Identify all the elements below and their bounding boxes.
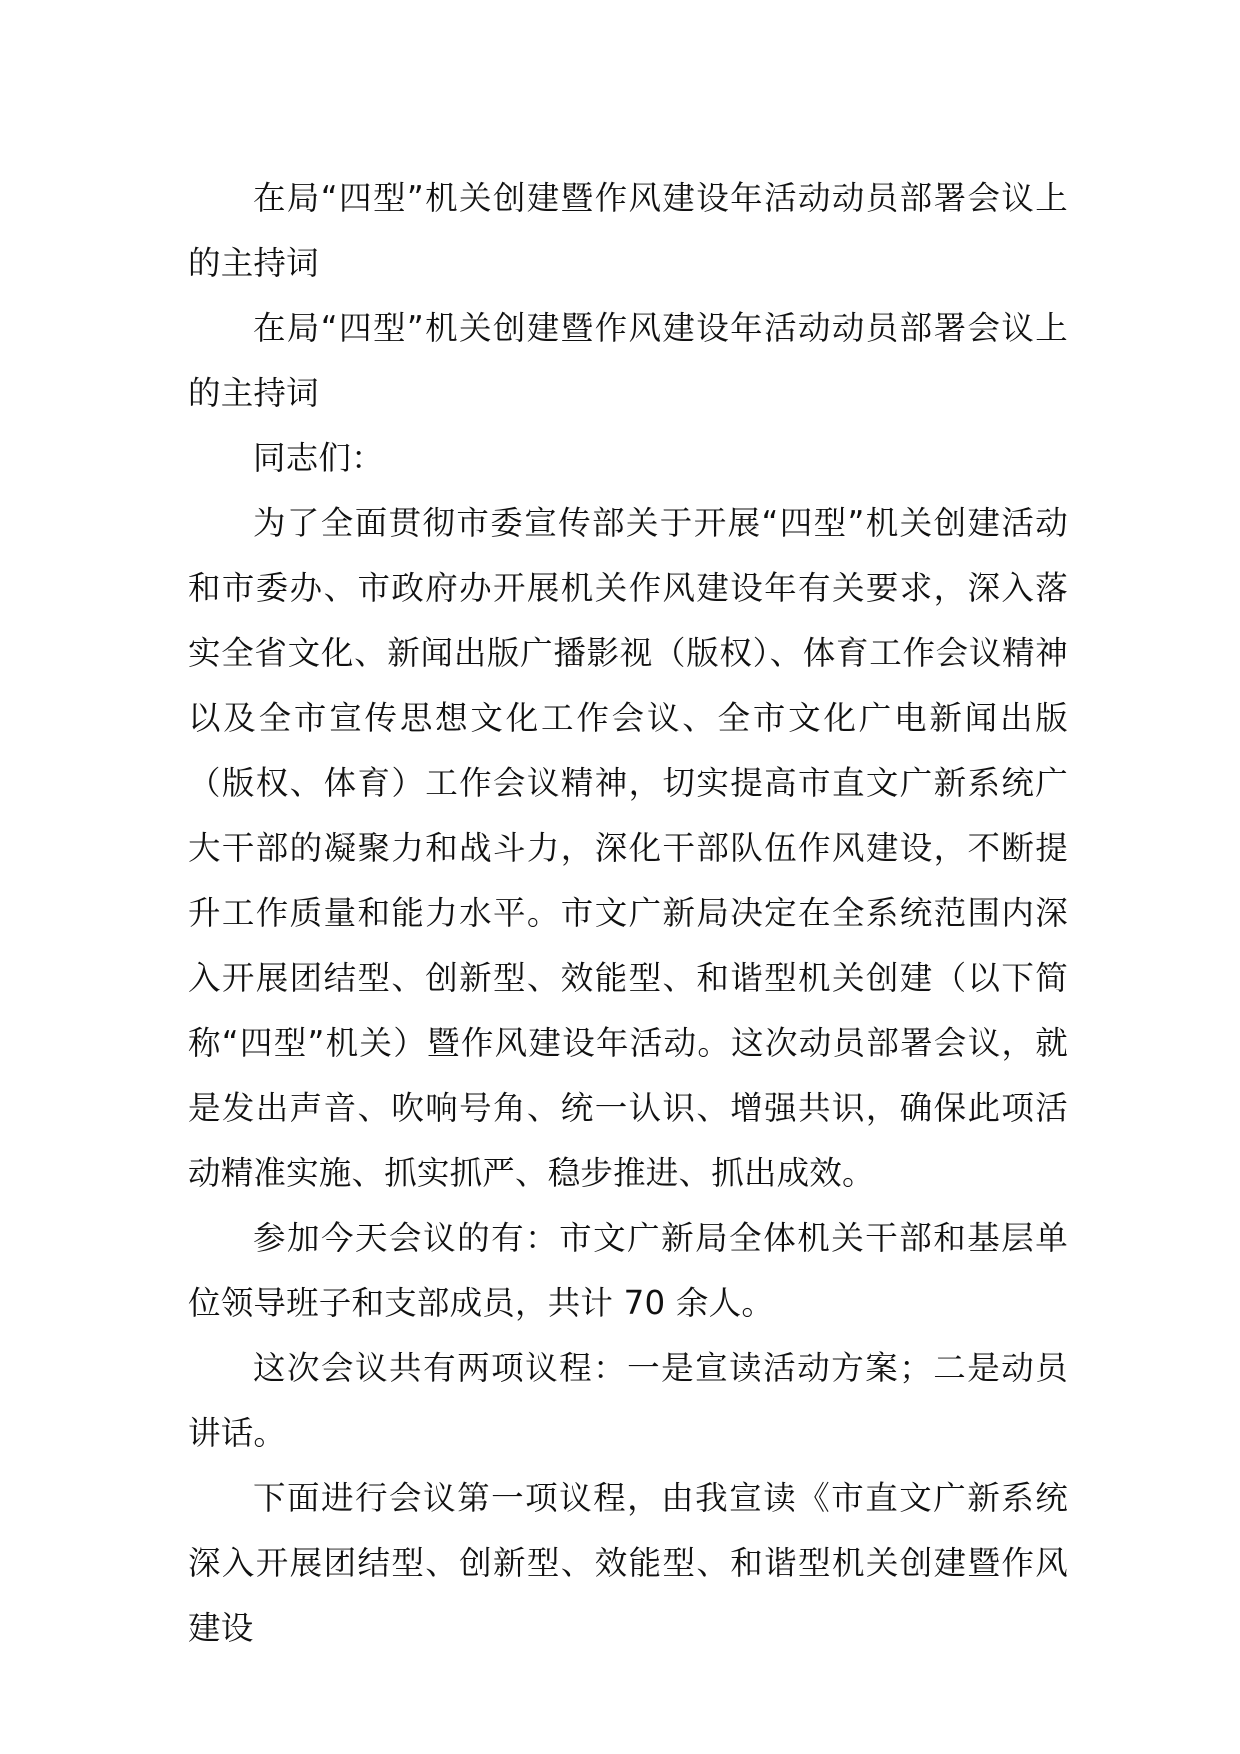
body-paragraph: 参加今天会议的有：市文广新局全体机关干部和基层单位领导班子和支部成员，共计 70 余人。 [188, 1219, 1068, 1322]
body-paragraph: 下面进行会议第一项议程，由我宣读《市直文广新系统深入开展团结型、创新型、效能型、和谐型机关创建暨作风建设 [188, 1479, 1068, 1647]
body-paragraph: 为了全面贯彻市委宣传部关于开展“四型”机关创建活动和市委办、市政府办开展机关作风建设年有关要求，深入落实全省文化、新闻出版广播影视（版权）、体育工作会议精神以及全市宣传思想文化工作会议、全市文化广电新闻出版（版权、体育）工作会议精神，切实提高市直文广新系统广大干部的凝聚力和战斗力，深化干部队伍作风建设，不断提升工作质量和能力水平。市文广新局决定在全系统范围内深入开展团结型、创新型、效能型、和谐型机关创建（以下简称“四型”机关）暨作风建设年活动。这次动员部署会议，就是发出声音、吹响号角、统一认识、增强共识，确保此项活动精准实施、抓实抓严、稳步推进、抓出成效。 [188, 504, 1068, 1192]
body-paragraph: 这次会议共有两项议程：一是宣读活动方案；二是动员讲话。 [188, 1349, 1068, 1452]
document-body [188, 166, 1068, 1661]
title-paragraph: 在局“四型”机关创建暨作风建设年活动动员部署会议上的主持词 [188, 179, 1068, 282]
title-paragraph-repeat: 在局“四型”机关创建暨作风建设年活动动员部署会议上的主持词 [188, 309, 1068, 412]
salutation-paragraph: 同志们： [253, 439, 384, 477]
